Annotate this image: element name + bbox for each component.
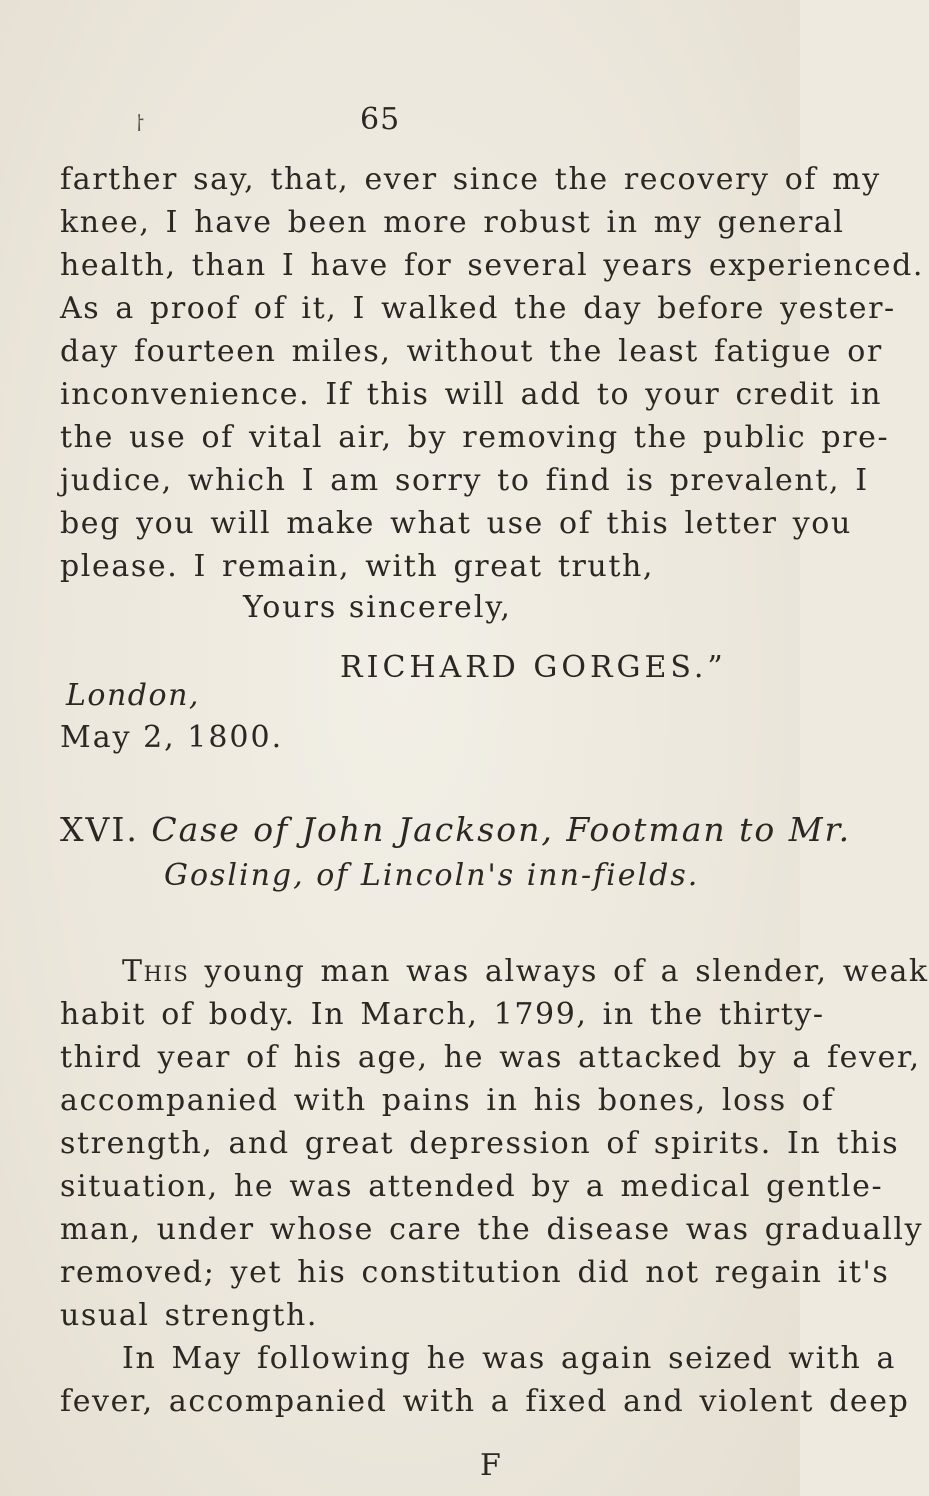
letter-place: London, [66, 678, 200, 713]
text-line: inconvenience. If this will add to your credit in [60, 377, 883, 412]
text-line: accompanied with pains in his bones, loss of [60, 1083, 835, 1118]
page-marker: ⸷ [135, 112, 145, 137]
letter-signature: RICHARD GORGES.” [340, 650, 727, 685]
letter-closing: Yours sincerely, [243, 590, 512, 625]
text-line: day fourteen miles, without the least fatigue or [60, 334, 883, 369]
text-line: As a proof of it, I walked the day before yester- [60, 291, 896, 326]
text-line: man, under whose care the disease was gradually [60, 1212, 924, 1247]
letter-paragraph [60, 158, 925, 588]
text-line: health, than I have for several years experienced. [60, 248, 925, 283]
first-line-rest: young man was always of a slender, weak [204, 954, 929, 989]
opening-word: This [122, 954, 190, 989]
case-paragraph [60, 950, 929, 1423]
text-line: fever, accompanied with a fixed and violent deep [60, 1384, 910, 1419]
text-line: removed; yet his constitution did not regain it's [60, 1255, 890, 1290]
signature-mark: F [480, 1448, 501, 1483]
text-line: judice, which I am sorry to find is prevalent, I [60, 463, 869, 498]
text-line-first [60, 950, 929, 993]
page-number: 65 [360, 102, 401, 137]
text-line: habit of body. In March, 1799, in the thirty- [60, 997, 825, 1032]
text-line: In May following he was again seized with a [122, 1341, 896, 1376]
text-line: usual strength. [60, 1298, 319, 1333]
text-line: third year of his age, he was attacked by a fever, [60, 1040, 921, 1075]
text-line: knee, I have been more robust in my general [60, 205, 845, 240]
case-title-line2: Gosling, of Lincoln's inn-fields. [164, 858, 700, 893]
text-line: farther say, that, ever since the recovery of my [60, 162, 881, 197]
letter-date: May 2, 1800. [60, 720, 284, 755]
text-line: situation, he was attended by a medical gentle- [60, 1169, 884, 1204]
text-line: beg you will make what use of this letter you [60, 506, 852, 541]
case-number: XVI. [60, 810, 139, 849]
text-line: the use of vital air, by removing the public pre- [60, 420, 890, 455]
text-line: please. I remain, with great truth, [60, 549, 655, 584]
case-heading [60, 810, 851, 849]
case-title-line1: Case of John Jackson, Footman to Mr. [151, 810, 852, 849]
text-line: strength, and great depression of spirits. In this [60, 1126, 900, 1161]
